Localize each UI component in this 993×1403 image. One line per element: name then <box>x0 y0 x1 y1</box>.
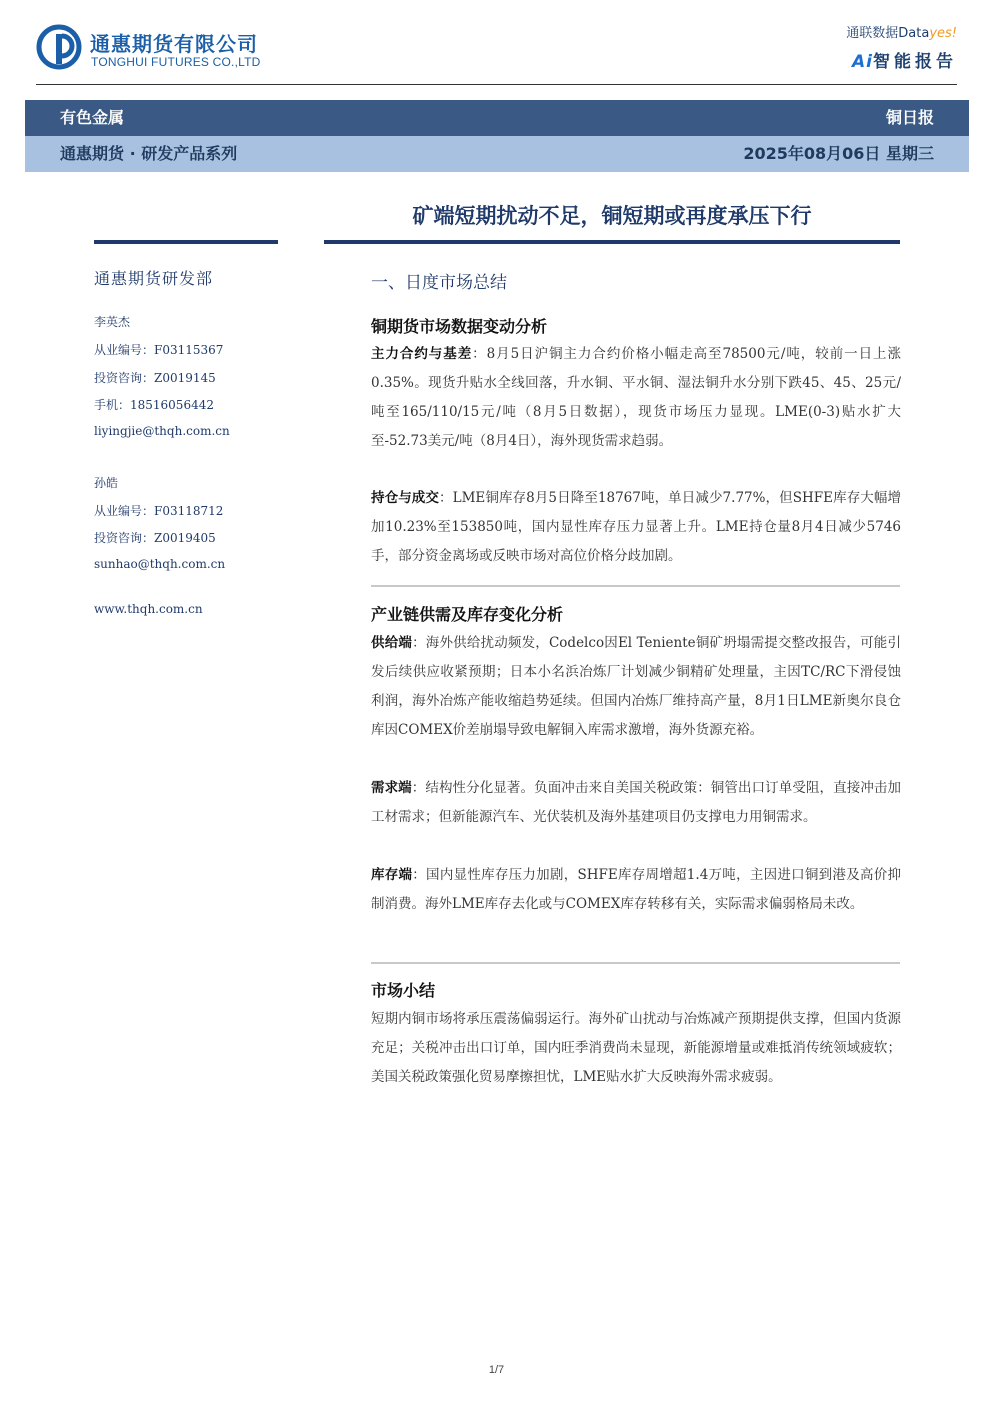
analyst-phone: 手机：18516056442 <box>94 398 214 412</box>
series-label: 通惠期货 · 研发产品系列 <box>60 144 238 163</box>
analyst-email: liyingjie@thqh.com.cn <box>94 424 230 438</box>
subsection-title: 产业链供需及库存变化分析 <box>371 605 564 624</box>
department-name: 通惠期货研发部 <box>94 269 214 288</box>
analyst-name: 孙皓 <box>94 476 119 490</box>
analyst-license: 从业编号：F03118712 <box>94 504 224 518</box>
analyst-consult: 投资咨询：Z0019145 <box>94 371 216 385</box>
analyst-license: 从业编号：F03115367 <box>94 343 224 357</box>
paragraph-inventory: 库存端：国内显性库存压力加剧，SHFE库存周增超1.4万吨，主因进口铜到港及高价抑制消费。海外LME库存去化或与COMEX库存转移有关，实际需求偏弱格局未改。 <box>371 867 901 912</box>
company-name-en: TONGHUI FUTURES CO.,LTD <box>91 55 261 69</box>
paragraph-contract-basis: 主力合约与基差：8月5日沪铜主力合约价格小幅走高至78500元/吨，较前一日上涨0.35%。现货升贴水全线回落，升水铜、平水铜、湿法铜升水分别下跌45、45、25元/吨至165/110/15元/吨（8月5日数据），现货市场压力显现。LME(0-3)贴水扩大至-52.73美元/吨（8月4日），海外现货需求趋弱。 <box>371 346 902 449</box>
company-logo <box>36 24 296 74</box>
category-label: 有色金属 <box>60 108 125 127</box>
paragraph-demand: 需求端：结构性分化显著。负面冲击来自美国关税政策：铜管出口订单受阻，直接冲击加工材需求；但新能源汽车、光伏装机及海外基建项目仍支撑电力用铜需求。 <box>371 780 902 825</box>
category-banner <box>25 100 969 136</box>
header-divider <box>36 84 957 85</box>
report-title: 矿端短期扰动不足，铜短期或再度承压下行 <box>412 204 812 228</box>
paragraph-supply: 供给端：海外供给扰动频发，Codelco因El Teniente铜矿坍塌需提交整改报告，可能引发后续供应收紧预期；日本小名浜冶炼厂计划减少铜精矿处理量，主因TC/RC下滑侵蚀利润，海外冶炼产能收缩趋势延续。但国内冶炼厂维持高产量，8月1日LME新奥尔良仓库因COMEX价差崩塌导致电解铜入库需求激增，海外货源充裕。 <box>371 635 901 738</box>
content-title-rule <box>324 240 900 244</box>
website-link[interactable]: www.thqh.com.cn <box>94 602 203 616</box>
sidebar-title-rule <box>94 240 278 244</box>
analyst-email: sunhao@thqh.com.cn <box>94 557 226 571</box>
series-banner <box>25 136 969 172</box>
paragraph-summary: 短期内铜市场将承压震荡偏弱运行。海外矿山扰动与冶炼减产预期提供支撑，但国内货源充足；关税冲击出口订单，国内旺季消费尚未显现，新能源增量或难抵消传统领域疲软；美国关税政策强化贸易摩擦担忧，LME贴水扩大反映海外需求疲弱。 <box>371 1011 901 1085</box>
page-number: 1/7 <box>488 1364 505 1376</box>
datayes-brand: 通联数据Datayes! <box>846 26 957 41</box>
section-divider <box>371 962 900 964</box>
paragraph-position-volume: 持仓与成交：LME铜库存8月5日降至18767吨，单日减少7.77%，但SHFE库存大幅增加10.23%至153850吨，国内显性库存压力显著上升。LME持仓量8月4日减少5746手，部分资金离场或反映市场对高位价格分歧加剧。 <box>371 490 901 564</box>
section-divider <box>371 585 900 587</box>
report-type-label: 铜日报 <box>885 108 934 127</box>
section-heading: 一、日度市场总结 <box>371 273 507 293</box>
datayes-logo <box>817 22 957 74</box>
analyst-name: 李英杰 <box>94 315 131 329</box>
report-date: 2025年08月06日 星期三 <box>743 144 934 163</box>
company-name-cn: 通惠期货有限公司 <box>90 32 258 56</box>
tonghui-logo-icon <box>36 24 82 70</box>
subsection-title: 铜期货市场数据变动分析 <box>371 317 548 336</box>
analyst-consult: 投资咨询：Z0019405 <box>94 531 216 545</box>
subsection-title: 市场小结 <box>371 981 436 1000</box>
ai-report-label: Ai智能报告 <box>852 52 957 72</box>
